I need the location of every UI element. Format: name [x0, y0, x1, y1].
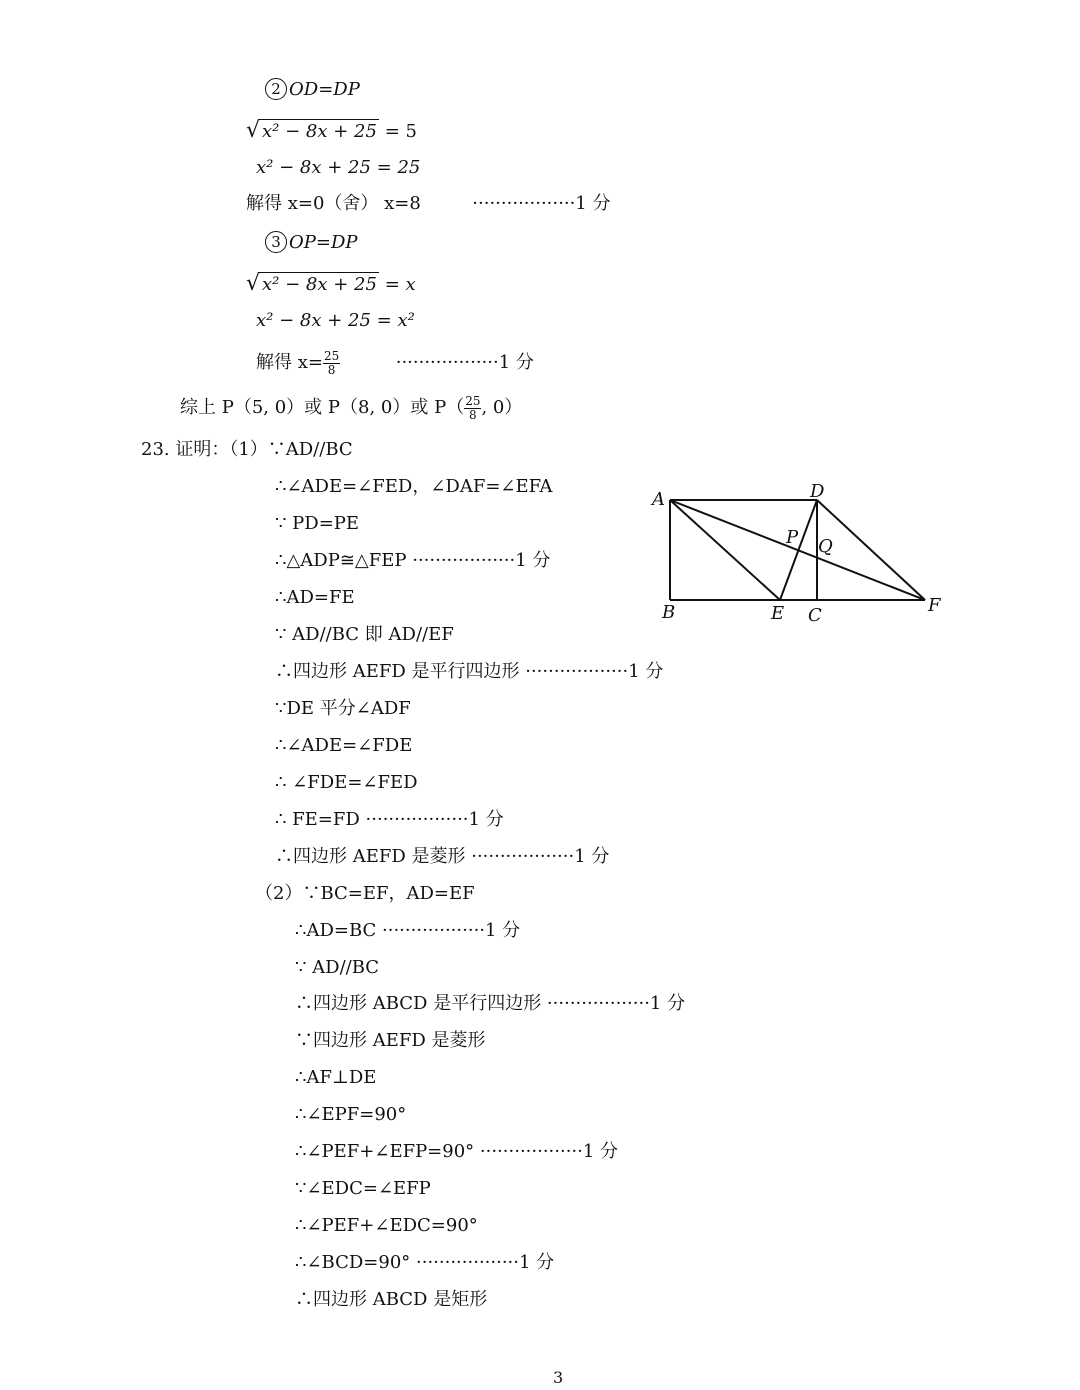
proof-line: ∴四边形 AEFD 是平行四边形 ··················1 分: [275, 661, 664, 682]
proof-line: ∵DE 平分∠ADF: [275, 698, 411, 719]
proof-line: ∴四边形 ABCD 是平行四边形 ··················1 分: [295, 993, 686, 1014]
proof-line: ∴ FE=FD ··················1 分: [275, 809, 504, 830]
proof-line: ∴∠ADE=∠FDE: [275, 735, 413, 756]
label-E: E: [771, 603, 785, 624]
segment-DF: [817, 500, 925, 600]
case2-squared-equation: x² − 8x + 25 = 25: [256, 157, 421, 178]
sqrt-rhs: = x: [384, 274, 416, 295]
label-F: F: [928, 595, 941, 616]
fraction: $\frac{25}{8}$: [465, 393, 481, 422]
q23-heading: 23. 证明：（1）∵AD//BC: [141, 439, 353, 460]
proof-line: ∴△ADP≅△FEP ··················1 分: [275, 550, 551, 571]
proof-line: ∴AF⊥DE: [295, 1067, 377, 1088]
case2-equation: OD=DP: [289, 79, 360, 100]
fraction: $\frac{25}{8}$: [323, 348, 340, 377]
page-number: 3: [553, 1368, 564, 1387]
label-D: D: [810, 481, 825, 502]
summary-text: 综上 P（5, 0）或 P（8, 0）或 P（: [180, 397, 465, 418]
sqrt-rhs: = 5: [384, 121, 417, 142]
proof-line: ∴四边形 AEFD 是菱形 ··················1 分: [275, 846, 610, 867]
label-B: B: [662, 602, 676, 623]
proof-line: ∴∠ADE=∠FED，∠DAF=∠EFA: [275, 476, 553, 497]
proof-line: ∴∠EPF=90°: [295, 1104, 407, 1125]
proof-line: ∵四边形 AEFD 是菱形: [295, 1030, 486, 1051]
summary-suffix: , 0）: [481, 397, 523, 418]
part2-heading: （2）∵BC=EF，AD=EF: [255, 883, 475, 904]
score-mark: ··················1 分: [395, 352, 534, 373]
case3-equation: OP=DP: [289, 232, 358, 253]
case-number-badge: 3: [265, 231, 287, 253]
label-Q: Q: [818, 536, 833, 557]
label-C: C: [808, 605, 822, 626]
geometry-figure: [640, 475, 960, 635]
solution-text: 解得 x=0（舍） x=8: [246, 193, 421, 214]
proof-line: ∴四边形 ABCD 是矩形: [295, 1289, 488, 1310]
proof-line: ∴∠BCD=90° ··················1 分: [295, 1252, 555, 1273]
proof-line: ∴AD=FE: [275, 587, 355, 608]
summary-line: [180, 393, 522, 427]
score-mark: ··················1 分: [472, 193, 611, 214]
case2-heading: [265, 78, 360, 102]
proof-line: ∴ ∠FDE=∠FED: [275, 772, 418, 793]
proof-line: ∴AD=BC ··················1 分: [295, 920, 521, 941]
label-P: P: [786, 527, 799, 548]
case3-heading: [265, 231, 358, 255]
proof-line: ∴∠PEF+∠EFP=90° ··················1 分: [295, 1141, 619, 1162]
case2-solution: [246, 192, 610, 216]
segment-AE: [670, 500, 780, 600]
proof-line: ∵ AD//BC: [295, 957, 380, 978]
case3-sqrt-equation: √ x² − 8x + 25 = x: [246, 271, 416, 296]
proof-line: ∵∠EDC=∠EFP: [295, 1178, 431, 1199]
sqrt-radicand: x² − 8x + 25: [262, 121, 377, 142]
case2-sqrt-equation: √ x² − 8x + 25 = 5: [246, 118, 417, 143]
segment-DE: [780, 500, 817, 600]
proof-line: ∵ PD=PE: [275, 513, 360, 534]
proof-line: ∵ AD//BC 即 AD//EF: [275, 624, 454, 645]
proof-line: ∴∠PEF+∠EDC=90°: [295, 1215, 478, 1236]
case3-solution: [256, 348, 534, 382]
label-A: A: [652, 489, 665, 510]
solution-text: 解得 x=: [256, 352, 323, 373]
sqrt-radicand: x² − 8x + 25: [262, 274, 377, 295]
case3-squared-equation: x² − 8x + 25 = x²: [256, 310, 415, 331]
case-number-badge: 2: [265, 78, 287, 100]
